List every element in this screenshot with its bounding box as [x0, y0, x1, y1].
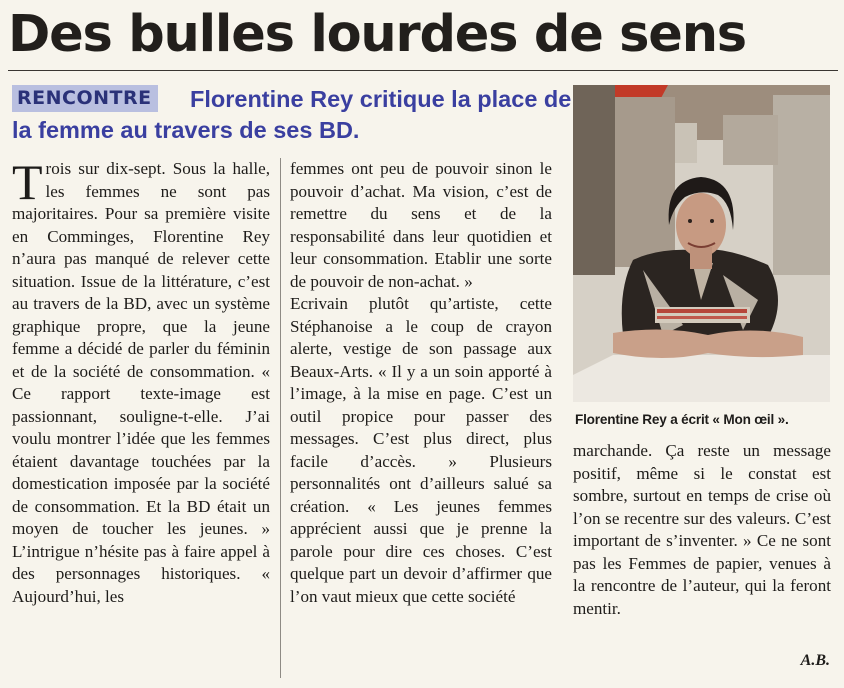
drop-cap: T [12, 154, 43, 210]
article-paragraph: Ecrivain plutôt qu’artiste, cette Stéphanoise a le coup de crayon alerte, vestige de son passage aux Beaux-Arts. « Il y a un soin apporté à l’image, à la mise en page. C’est un outil propice pour passer des messages. C’est plus direct, plus facile d’accès. » Plusieurs personnalités ont d’ailleurs salué sa création. « Les jeunes femmes apprécient aussi que je prenne la parole pour dire ces choses. C’est quelque part un devoir d’affirmer que l’on vaut mieux que cette société [290, 294, 552, 606]
article-column-1 [12, 154, 270, 608]
photo-caption: Florentine Rey a écrit « Mon œil ». [575, 412, 789, 427]
author-signature: A.B. [800, 652, 830, 669]
column-1-text: rois sur dix-sept. Sous la halle, les femmes ne sont pas majoritaires. Pour sa première visite en Comminges, Florentine Rey n’aura pas manqué de relever cette situation. Issue de la littérature, c’est au travers de la BD, avec un système graphique propre, que la jeune femme a décidé de parler du féminin et de la société de consommation. « Ce rapport texte-image est passionnant, souligne-t-elle. J’ai voulu montrer l’idée que les femmes étaient davantage touchées par la domestication imposée par la société de consommation. Et la BD était un moyen de toucher les jeunes. » L’intrigue n’hésite pas à faire appel à des personnages historiques. « Aujourd’hui, les [12, 159, 270, 606]
article-column-3 [573, 440, 831, 620]
portrait-illustration [573, 85, 830, 402]
article-column-2 [290, 158, 552, 608]
column-divider [280, 158, 281, 678]
article-paragraph: marchande. Ça reste un message positif, même si le constat est sombre, surtout en temps de crise où l’on se recentre sur des valeurs. C’est important de s’inventer. » Ce ne sont pas les Femmes de papier, venues à la rencontre de l’auteur, qui la feront mentir. [573, 441, 831, 618]
deck: Florentine Rey critique la place de la femme au travers de ses BD. [12, 86, 572, 143]
headline-rule [8, 70, 838, 71]
kicker-label: RENCONTRE [12, 85, 158, 112]
article-paragraph [12, 154, 270, 608]
headline: Des bulles lourdes de sens [8, 5, 746, 64]
portrait-photo [573, 85, 830, 402]
article-paragraph: femmes ont peu de pouvoir sinon le pouvoir d’achat. Ma vision, c’est de remettre du sens et de la responsabilité dans leur quotidien et leur consommation. Etablir une sorte de pouvoir de non-achat. » [290, 159, 552, 291]
